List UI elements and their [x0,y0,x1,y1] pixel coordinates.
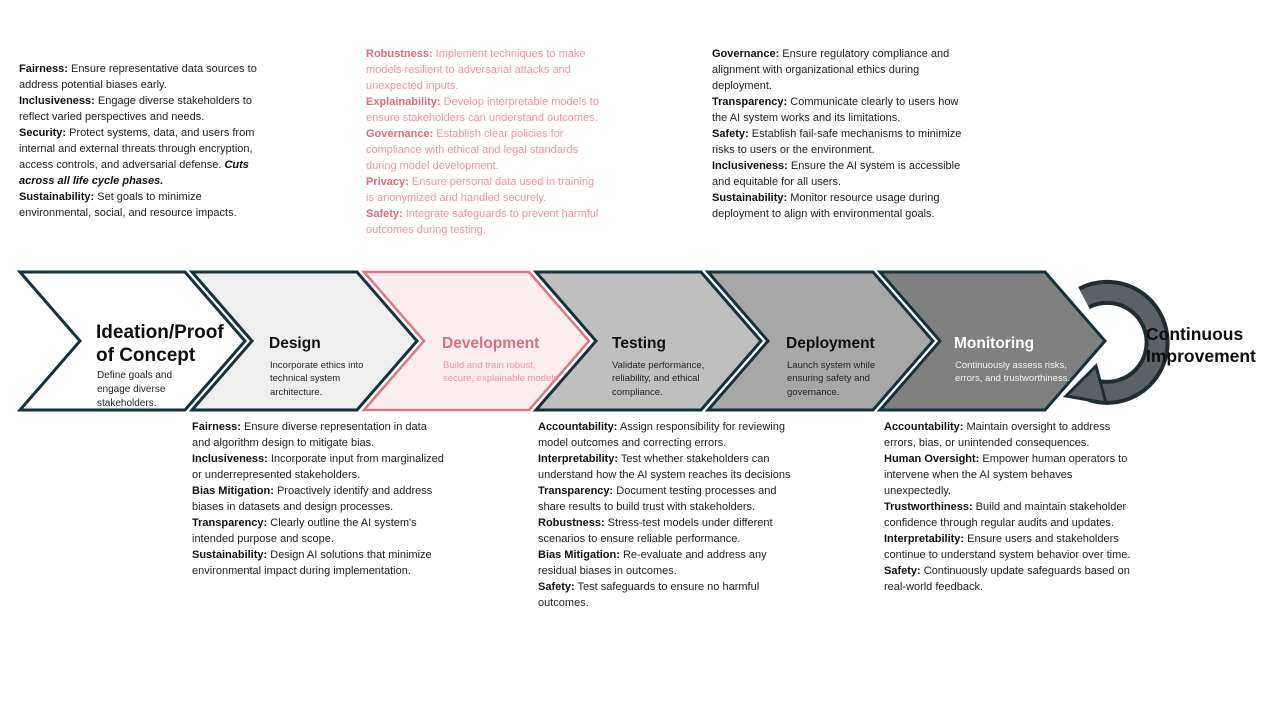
note-term: Accountability: [884,421,964,433]
note-item [538,483,792,515]
note-term: Explainability: [366,96,441,108]
note-text: Stress-test models under different scenarios to ensure reliable performance. [538,517,773,545]
note-item [19,61,271,93]
note-text: Develop interpretable models to ensure stakeholders can understand outcomes. [366,96,599,124]
note-item [192,547,446,579]
note-term: Sustainability: [192,549,268,561]
note-term: Transparency: [712,96,788,108]
stage-title-testing: Testing [612,335,666,352]
note-text: Clearly outline the AI system's intended purpose and scope. [192,517,417,545]
ethics-notes-development [366,46,602,238]
note-term: Safety: [884,565,921,577]
note-item [712,46,964,94]
stage-subtitle-testing: Validate performance, reliability, and ethical compliance. [612,360,705,398]
note-term: Human Oversight: [884,453,980,465]
note-term: Trustworthiness: [884,501,973,513]
note-term: Governance: [366,128,434,140]
note-text: Implement techniques to make models resilient to adversarial attacks and unexpected inputs. [366,48,586,92]
note-item [192,483,446,515]
stage-subtitle-development: Build and train robust, secure, explainable models. [443,360,561,385]
stage-title-ideation: Ideation/Proof of Concept [96,322,224,366]
note-item [538,547,792,579]
stage-title-design: Design [269,335,321,352]
note-text: Incorporate input from marginalized or underrepresented stakeholders. [192,453,444,481]
note-item [884,419,1136,451]
note-text: Set goals to minimize environmental, social, and resource impacts. [19,191,237,219]
note-item [192,515,446,547]
note-item [192,419,446,451]
note-item [19,125,271,189]
note-term: Interpretability: [884,533,965,545]
ethics-notes-deployment [712,46,964,222]
note-term: Safety: [538,581,575,593]
note-item [884,451,1136,499]
note-text: Assign responsibility for reviewing model outcomes and correcting errors. [538,421,785,449]
note-text: Establish clear policies for compliance with ethical and legal standards during model development. [366,128,579,172]
note-text: Ensure personal data used in training is anonymized and handled securely. [366,176,595,204]
note-item [366,94,602,126]
note-item [712,126,964,158]
note-term: Transparency: [538,485,614,497]
note-text: Re-evaluate and address any residual biases in outcomes. [538,549,767,577]
note-emphasis: Cuts across all life cycle phases. [19,159,249,187]
note-term: Safety: [366,208,403,220]
note-term: Governance: [712,48,780,60]
note-term: Sustainability: [712,192,788,204]
note-text: Ensure regulatory compliance and alignment with organizational ethics during deployment. [712,48,950,92]
note-text: Empower human operators to intervene when the AI system behaves unexpectedly. [884,453,1128,497]
note-text: Design AI solutions that minimize environmental impact during implementation. [192,549,432,577]
note-item [19,93,271,125]
note-text: Build and maintain stakeholder confidence through regular audits and updates. [884,501,1127,529]
note-term: Privacy: [366,176,409,188]
note-term: Transparency: [192,517,268,529]
note-text: Establish fail-safe mechanisms to minimize risks to users or the environment. [712,128,962,156]
note-text: Proactively identify and address biases in datasets and design processes. [192,485,433,513]
continuous-improvement-label: Continuous Improvement [1146,324,1256,366]
note-text: Test safeguards to ensure no harmful outcomes. [538,581,760,609]
stage-title-monitoring: Monitoring [954,335,1035,352]
note-term: Accountability: [538,421,618,433]
note-term: Bias Mitigation: [538,549,620,561]
note-text: Ensure the AI system is accessible and equitable for all users. [712,160,961,188]
note-text: Test whether stakeholders can understand how the AI system reaches its decisions [538,453,791,481]
note-text: Monitor resource usage during deployment to align with environmental goals. [712,192,940,220]
note-item [538,579,792,611]
note-item [538,515,792,547]
note-item [366,174,602,206]
note-item [538,451,792,483]
note-text: Ensure representative data sources to address potential biases early. [19,63,257,91]
note-item [538,419,792,451]
note-item [192,451,446,483]
note-text: Ensure users and stakeholders continue to understand system behavior over time. [884,533,1131,561]
stage-subtitle-monitoring: Continuously assess risks, errors, and trustworthiness. [955,360,1071,385]
note-text: Protect systems, data, and users from internal and external threats through encryption, access controls, and adversarial defense. [19,127,255,171]
note-text: Maintain oversight to address errors, bias, or unintended consequences. [884,421,1111,449]
note-text: Document testing processes and share results to build trust with stakeholders. [538,485,777,513]
note-text: Ensure diverse representation in data and algorithm design to mitigate bias. [192,421,427,449]
note-term: Inclusiveness: [19,95,95,107]
note-term: Sustainability: [19,191,95,203]
stage-title-deployment: Deployment [786,335,875,352]
note-term: Inclusiveness: [712,160,788,172]
note-term: Bias Mitigation: [192,485,274,497]
note-term: Inclusiveness: [192,453,268,465]
stage-subtitle-ideation: Define goals and engage diverse stakeholders. [97,370,173,409]
stage-title-development: Development [442,335,540,352]
note-term: Interpretability: [538,453,619,465]
note-text: Engage diverse stakeholders to reflect varied perspectives and needs. [19,95,252,123]
note-text: Integrate safeguards to prevent harmful outcomes during testing. [366,208,599,236]
note-term: Safety: [712,128,749,140]
note-item [366,46,602,94]
note-item [884,531,1136,563]
note-term: Robustness: [366,48,433,60]
note-item [712,158,964,190]
ethics-notes-ideation [19,61,271,221]
note-text: Communicate clearly to users how the AI system works and its limitations. [712,96,959,124]
ethics-notes-testing [538,419,792,611]
note-term: Fairness: [19,63,68,75]
ethics-notes-design [192,419,446,579]
note-term: Security: [19,127,67,139]
note-item [884,563,1136,595]
note-text: Continuously update safeguards based on real-world feedback. [884,565,1130,593]
note-item [366,126,602,174]
note-item [366,206,602,238]
stage-subtitle-deployment: Launch system while ensuring safety and governance. [787,360,876,398]
note-item [19,189,271,221]
stage-subtitle-design: Incorporate ethics into technical system architecture. [270,360,364,398]
note-term: Robustness: [538,517,605,529]
note-item [712,190,964,222]
ethics-notes-monitoring [884,419,1136,595]
note-term: Fairness: [192,421,241,433]
note-item [712,94,964,126]
note-item [884,499,1136,531]
